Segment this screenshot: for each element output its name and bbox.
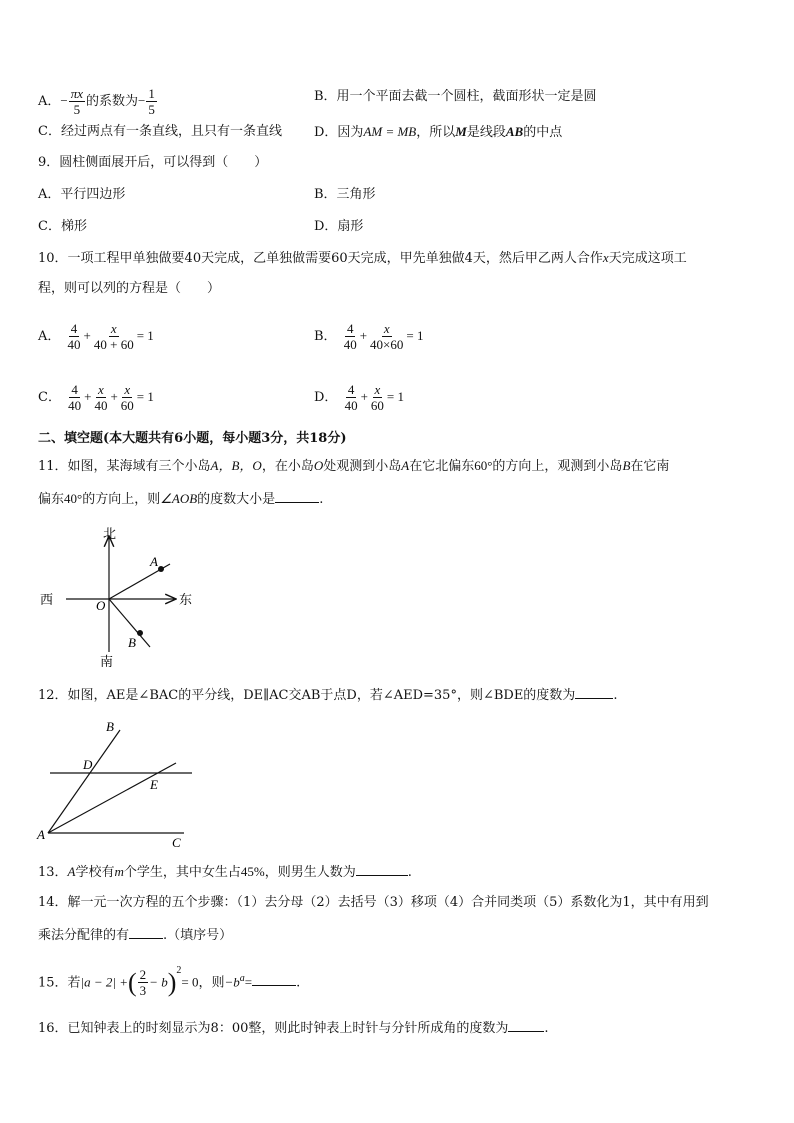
q10-stem-line1: 10．一项工程甲单独做要40天完成，乙单独做需要60天完成，甲先单独做4天，然后甲乙两人合作x天完成这项工 — [38, 250, 687, 266]
label-north: 北 — [103, 526, 117, 541]
q9-option-a: A．平行四边形 — [38, 187, 126, 202]
line-ab — [48, 730, 120, 833]
label-a: A — [150, 554, 158, 569]
answer-blank[interactable] — [508, 1017, 544, 1032]
q12-stem: 12．如图，AE是∠BAC的平分线，DE∥AC交AB于点D，若∠AED=35°，则∠BDE的度数为 . — [38, 684, 617, 706]
label-west: 西 — [40, 592, 54, 607]
q10-stem-line2: 程，则可以列的方程是（ ） — [38, 281, 221, 296]
point-a — [158, 566, 164, 572]
q10-option-c: C． $\frac{4}{40}$ + $\frac{x}{40}$ + $\frac{x}{60}$ = 1 — [38, 382, 154, 413]
section-heading: 二、填空题(本大题共有6小题，每小题3分，共18分) — [38, 431, 347, 446]
fraction: $\frac{1}{5}$ — [148, 86, 155, 117]
answer-blank[interactable] — [129, 924, 163, 939]
q8-option-b: B．用一个平面去截一个圆柱，截面形状一定是圆 — [314, 89, 597, 104]
q15-stem: 15．若|a − 2| +( $\frac{2}{3}$ − b)$^2$= 0，则$-b^a=$ . — [38, 965, 301, 999]
answer-blank[interactable] — [575, 684, 613, 699]
q11-stem-line1: 11．如图，某海域有三个小岛A，B，O，在小岛O处观测到小岛A在它北偏东60°的方向上，观测到小岛B在它南 — [38, 458, 670, 474]
label-b: B — [106, 719, 114, 734]
label-east: 东 — [179, 592, 193, 607]
label-c: C — [172, 835, 181, 850]
label-a: A — [37, 827, 45, 842]
q9-stem: 9．圆柱侧面展开后，可以得到（ ） — [38, 155, 268, 170]
angle-bisector-diagram — [34, 715, 199, 850]
q11-stem-line2: 偏东40°的方向上，则∠AOB的度数大小是 . — [38, 488, 323, 510]
label-d: D — [83, 757, 93, 772]
q14-stem-line2: 乘法分配律的有 .（填序号） — [38, 924, 232, 946]
q8-option-d: D．因为AM = MB，所以M是线段AB的中点 — [314, 124, 563, 140]
label-o: O — [96, 598, 106, 613]
q9-option-b: B．三角形 — [314, 187, 376, 202]
q10-option-d: D． $\frac{4}{40}$ + $\frac{x}{60}$ = 1 — [314, 382, 405, 413]
compass-diagram — [36, 522, 206, 672]
q8-option-a: A．− $\frac{\pi x}{5}$ 的系数为− $\frac{1}{5}$ — [38, 86, 155, 117]
label-b: B — [128, 635, 136, 650]
q9-option-c: C．梯形 — [38, 219, 87, 234]
q9-option-d: D．扇形 — [314, 219, 364, 234]
q14-stem-line1: 14．解一元一次方程的五个步骤：（1）去分母（2）去括号（3）移项（4）合并同类项（5）系数化为1，其中有用到 — [38, 895, 709, 910]
point-b — [137, 630, 143, 636]
q16-stem: 16．已知钟表上的时刻显示为8：00整，则此时钟表上时针与分针所成角的度数为 . — [38, 1017, 549, 1039]
fraction: $\frac{\pi x}{5}$ — [70, 86, 84, 117]
answer-blank[interactable] — [356, 861, 408, 876]
q13-stem: 13．A学校有m个学生，其中女生占45%，则男生人数为 . — [38, 861, 412, 883]
q10-option-a: A． $\frac{4}{40}$ + $\frac{x}{40 + 60}$ = 1 — [38, 321, 154, 352]
answer-blank[interactable] — [275, 488, 319, 503]
answer-blank[interactable] — [252, 971, 296, 986]
label-south: 南 — [100, 654, 114, 669]
label-e: E — [150, 777, 158, 792]
q10-option-b: B． $\frac{4}{40}$ + $\frac{x}{40\times 60}$ = 1 — [314, 321, 424, 352]
q8-option-c: C．经过两点有一条直线，且只有一条直线 — [38, 124, 282, 139]
